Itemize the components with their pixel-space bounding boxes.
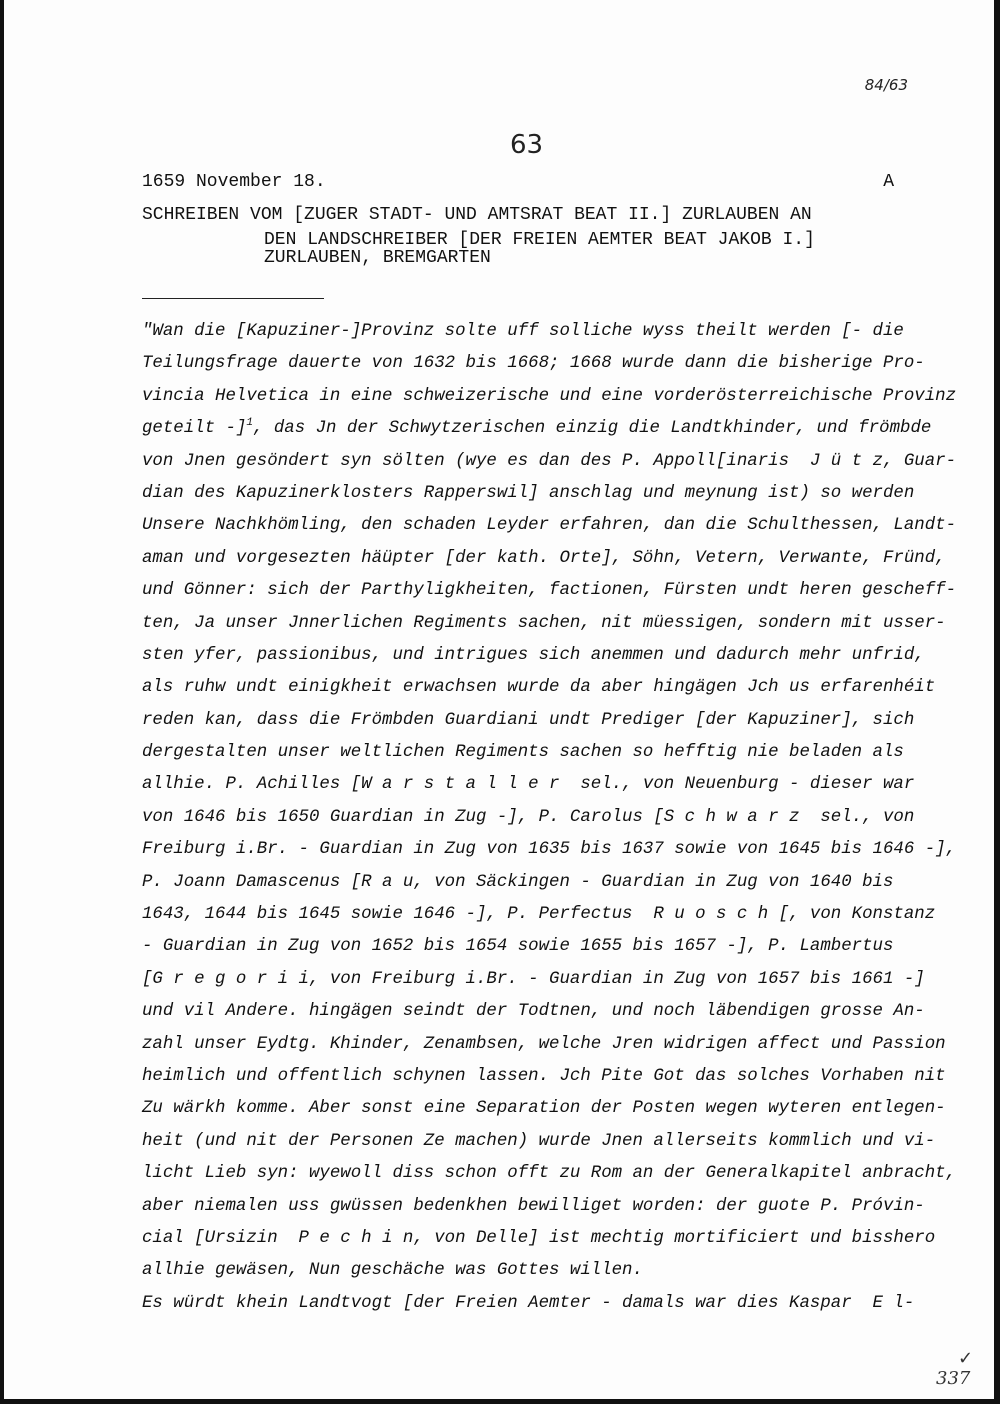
body-line-start: geteilt -] bbox=[142, 419, 247, 439]
body-line: heit (und nit der Personen Ze machen) wurde Jnen allerseits kommlich und vi- bbox=[142, 1131, 936, 1151]
footnote-marker: 1 bbox=[246, 417, 253, 430]
body-line: und vil Andere. hingägen seindt der Todtnen, und noch läbendigen grosse An- bbox=[142, 1002, 925, 1022]
body-line: von 1646 bis 1650 Guardian in Zug -], P. Carolus [S c h w a r z sel., von bbox=[142, 807, 915, 827]
body-line: von Jnen gesöndert syn sölten (wye es dan des P. Appoll[inaris J ü t z, Guar- bbox=[142, 451, 957, 471]
scan-border-bottom bbox=[0, 1399, 1000, 1404]
body-line: allhie gewäsen, Nun geschäche was Gottes willen. bbox=[142, 1261, 643, 1281]
body-line: vincia Helvetica in eine schweizerische und eine vorderösterreichische Provinz bbox=[142, 386, 957, 406]
archive-reference: 84/63 bbox=[864, 76, 908, 94]
separator-rule bbox=[142, 298, 324, 299]
body-line: "Wan die [Kapuziner-]Provinz solte uff solliche wyss theilt werden [- die bbox=[142, 322, 904, 341]
body-line: 1643, 1644 bis 1645 sowie 1646 -], P. Perfectus R u o s c h [, von Konstanz bbox=[142, 905, 936, 925]
body-line: als ruhw undt einigkheit erwachsen wurde da aber hingägen Jch us erfarenhéit bbox=[142, 678, 936, 698]
title-line-3: ZURLAUBEN, BREMGARTEN bbox=[264, 248, 491, 268]
body-line: - Guardian in Zug von 1652 bis 1654 sowie 1655 bis 1657 -], P. Lambertus bbox=[142, 937, 894, 957]
body-line: Unsere Nachkhömling, den schaden Leyder erfahren, dan die Schulthessen, Landt- bbox=[142, 516, 957, 536]
body-line: aman und vorgesezten häüpter [der kath. Orte], Söhn, Vetern, Verwante, Fründ, bbox=[142, 548, 946, 568]
check-mark-icon: ✓ bbox=[958, 1348, 974, 1369]
body-line: aber niemalen uss gwüssen bedenkhen bewilliget worden: der guote P. Próvin- bbox=[142, 1196, 925, 1216]
body-line: Zu wärkh komme. Aber sonst eine Separation der Posten wegen wyteren entlegen- bbox=[142, 1099, 946, 1119]
title-line-1: SCHREIBEN VOM [ZUGER STADT- UND AMTSRAT BEAT II.] ZURLAUBEN AN bbox=[142, 205, 812, 225]
title-line-2: DEN LANDSCHREIBER [DER FREIEN AEMTER BEAT JAKOB I.] bbox=[264, 230, 815, 250]
body-line: [G r e g o r i i, von Freiburg i.Br. - Guardian in Zug von 1657 bis 1661 -] bbox=[142, 969, 925, 989]
page-number: 63 bbox=[510, 130, 544, 160]
body-line: Freiburg i.Br. - Guardian in Zug von 1635 bis 1637 sowie von 1645 bis 1646 -], bbox=[142, 840, 957, 860]
body-line: ten, Ja unser Jnnerlichen Regiments sachen, nit müessigen, sondern mit usser- bbox=[142, 613, 946, 633]
body-line: reden kan, dass die Frömbden Guardiani undt Prediger [der Kapuziner], sich bbox=[142, 710, 915, 730]
body-line: dergestalten unser weltlichen Regiments sachen so hefftig nie beladen als bbox=[142, 743, 904, 763]
scan-border-left bbox=[0, 0, 4, 1404]
body-line: allhie. P. Achilles [W a r s t a l l e r sel., von Neuenburg - dieser war bbox=[142, 775, 915, 795]
document-date: 1659 November 18. bbox=[142, 172, 326, 192]
body-line: zahl unser Eydtg. Khinder, Zenambsen, welche Jren widrigen affect und Passion bbox=[142, 1034, 946, 1054]
body-line-rest: , das Jn der Schwytzerischen einzig die Landtkhinder, und frömbde bbox=[252, 419, 932, 439]
body-line: dian des Kapuzinerklosters Rapperswil] anschlag und meynung ist) so werden bbox=[142, 483, 915, 503]
body-line: sten yfer, passionibus, und intrigues sich anemmen und dadurch mehr unfrid, bbox=[142, 645, 925, 665]
body-line: cial [Ursizin P e c h i n, von Delle] ist mechtig mortificiert und bisshero bbox=[142, 1228, 936, 1248]
body-line: Es würdt khein Landtvogt [der Freien Aemter - damals war dies Kaspar E l- bbox=[142, 1293, 915, 1313]
document-letter: A bbox=[883, 172, 894, 192]
handwritten-folio-number: 337 bbox=[936, 1368, 971, 1389]
body-line-with-footnote bbox=[142, 413, 932, 445]
body-line: Teilungsfrage dauerte von 1632 bis 1668; 1668 wurde dann die bisherige Pro- bbox=[142, 354, 925, 374]
scan-border-right bbox=[994, 0, 1000, 1404]
body-line: und Gönner: sich der Parthyligkheiten, factionen, Fürsten undt heren gescheff- bbox=[142, 581, 957, 601]
body-line: P. Joann Damascenus [R a u, von Säckingen - Guardian in Zug von 1640 bis bbox=[142, 872, 894, 892]
letter-body bbox=[142, 316, 957, 1320]
body-line: heimlich und offentlich schynen lassen. Jch Pite Got das solches Vorhaben nit bbox=[142, 1066, 946, 1086]
body-line: licht Lieb syn: wyewoll diss schon offt zu Rom an der Generalkapitel anbracht, bbox=[142, 1164, 957, 1184]
